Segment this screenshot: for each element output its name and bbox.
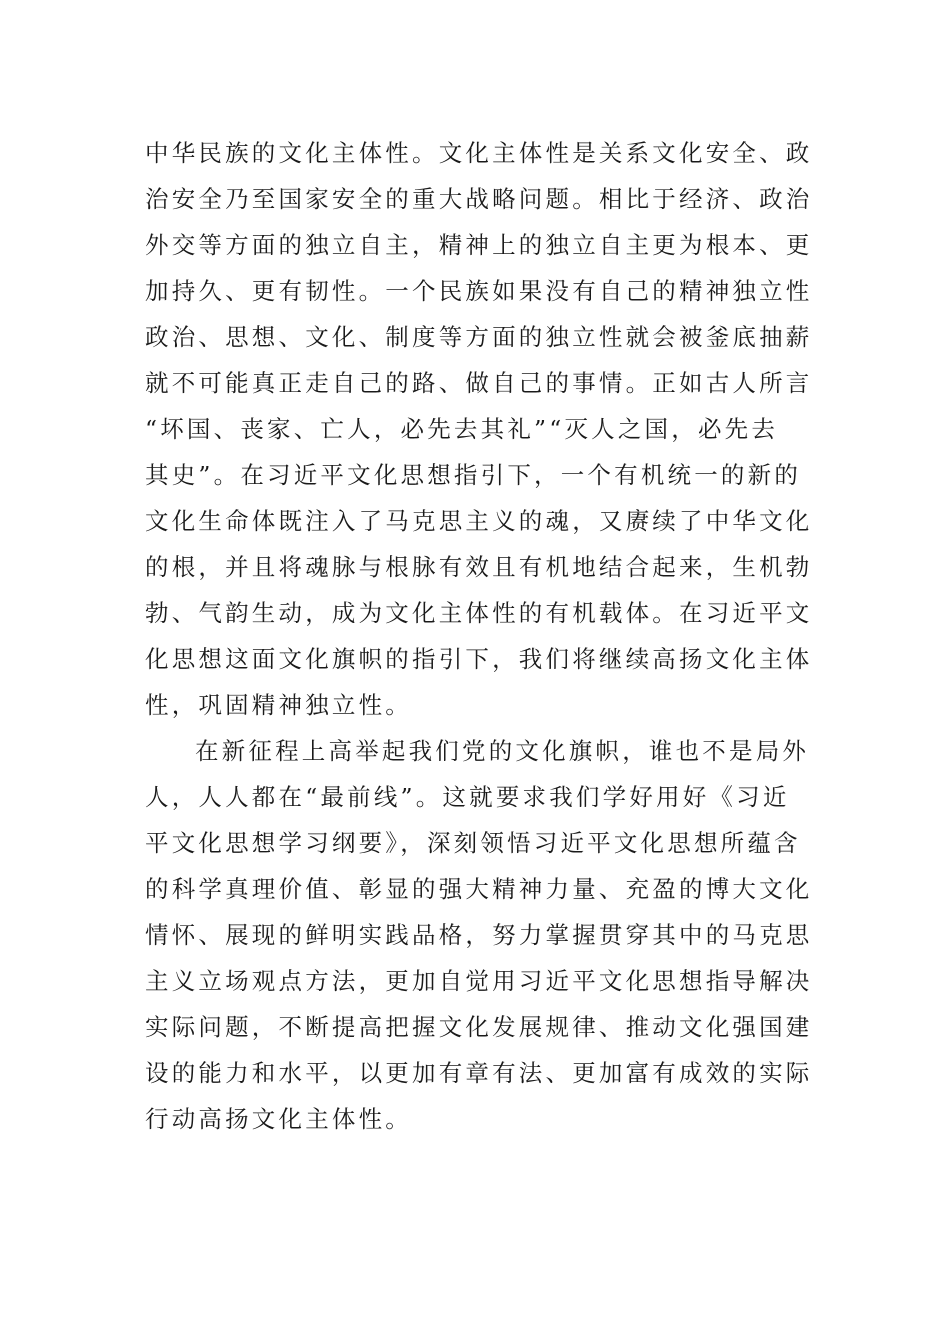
body-text — [145, 130, 815, 1142]
text-line: 人，人人都在“最前线”。这就要求我们学好用好《习近 — [145, 783, 790, 811]
text-line: 就不可能真正走自己的路、做自己的事情。正如古人所言 — [145, 369, 813, 397]
text-line: 在新征程上高举起我们党的文化旗帜，谁也不是局外 — [195, 737, 810, 765]
text-line: 治安全乃至国家安全的重大战略问题。相比于经济、政治 — [145, 185, 813, 213]
text-line: 化思想这面文化旗帜的指引下，我们将继续高扬文化主体 — [145, 645, 813, 673]
text-line: 加持久、更有韧性。一个民族如果没有自己的精神独立性 — [145, 277, 813, 305]
text-line: 主义立场观点方法，更加自觉用习近平文化思想指导解决 — [145, 967, 813, 995]
paragraph-2 — [145, 728, 815, 1142]
text-line: 勃、气韵生动，成为文化主体性的有机载体。在习近平文 — [145, 599, 813, 627]
text-line: 实际问题，不断提高把握文化发展规律、推动文化强国建 — [145, 1013, 813, 1041]
text-line: 外交等方面的独立自主，精神上的独立自主更为根本、更 — [145, 231, 813, 259]
text-line: 的科学真理价值、彰显的强大精神力量、充盈的博大文化 — [145, 875, 813, 903]
text-line: 平文化思想学习纲要》，深刻领悟习近平文化思想所蕴含 — [145, 829, 801, 857]
text-line: 政治、思想、文化、制度等方面的独立性就会被釜底抽薪 — [145, 323, 813, 351]
text-line: 性，巩固精神独立性。 — [145, 691, 412, 719]
text-line: 情怀、展现的鲜明实践品格，努力掌握贯穿其中的马克思 — [145, 921, 813, 949]
paragraph-1 — [145, 130, 815, 728]
text-line: “坏国、丧家、亡人，必先去其礼”“灭人之国，必先去 — [145, 415, 779, 443]
text-line: 行动高扬文化主体性。 — [145, 1105, 412, 1133]
text-line: 设的能力和水平，以更加有章有法、更加富有成效的实际 — [145, 1059, 813, 1087]
text-line: 的根，并且将魂脉与根脉有效且有机地结合起来，生机勃 — [145, 553, 813, 581]
text-line: 文化生命体既注入了马克思主义的魂，又赓续了中华文化 — [145, 507, 813, 535]
text-line: 中华民族的文化主体性。文化主体性是关系文化安全、政 — [145, 139, 813, 167]
text-line: 其史”。在习近平文化思想指引下，一个有机统一的新的 — [145, 461, 802, 489]
